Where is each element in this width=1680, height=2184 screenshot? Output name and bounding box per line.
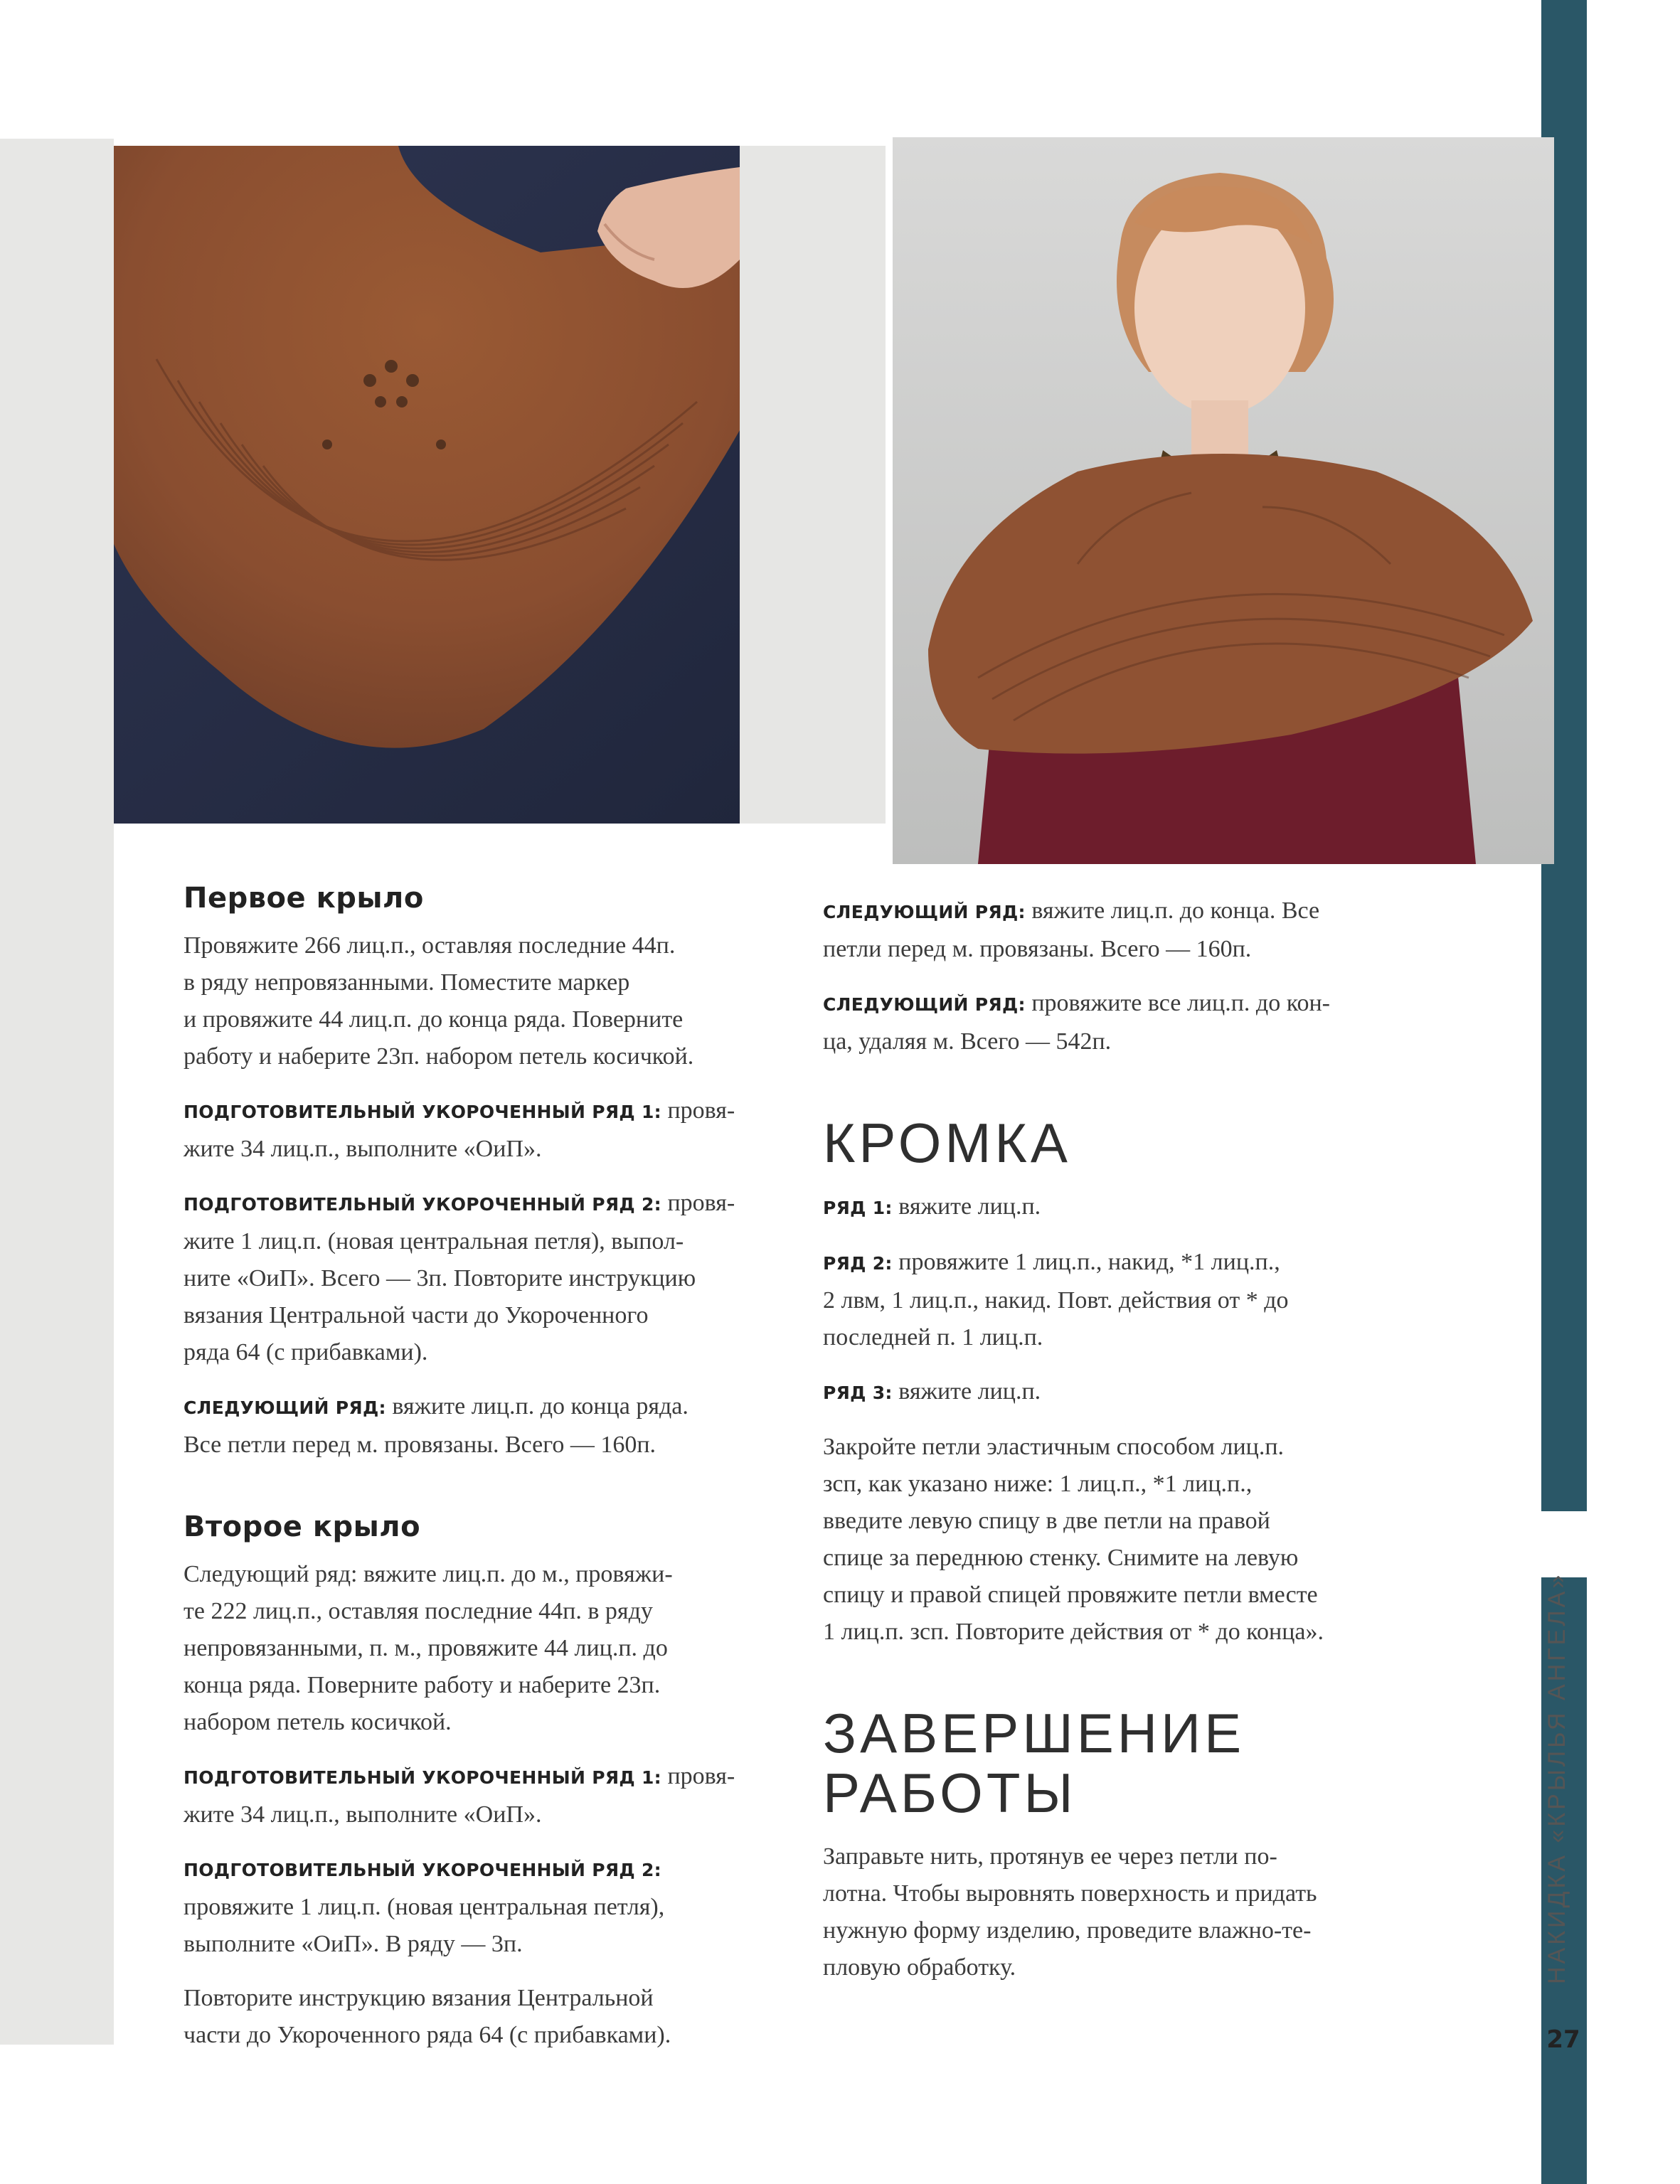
text-line: жите 34 лиц.п., выполните «ОиП». [184, 1136, 542, 1162]
text-line: Следующий ряд: вяжите лиц.п. до м., провяжи- [184, 1561, 673, 1587]
text-line: в ряду непровязанными. Поместите маркер [184, 969, 630, 996]
text-line: Закройте петли эластичным способом лиц.п. [823, 1434, 1285, 1460]
heading-edge: КРОМКА [823, 1112, 1071, 1174]
text-line: вяжите лиц.п. [892, 1193, 1041, 1220]
text-line: непровязанными, п. м., провяжите 44 лиц.п. до [184, 1635, 668, 1661]
second-wing-short-row-1 [184, 1758, 774, 1833]
text-line: 1 лиц.п. зсп. Повторите действия от * до конца». [823, 1619, 1324, 1645]
heading-finishing [823, 1703, 1413, 1823]
row-label: ПОДГОТОВИТЕЛЬНЫЙ УКОРОЧЕННЫЙ РЯД 2: [184, 1194, 661, 1215]
text-line: ните «ОиП». Всего — 3п. Повторите инструкцию [184, 1265, 696, 1291]
text-line: спице за переднюю стенку. Снимите на левую [823, 1545, 1299, 1571]
text-line: лотна. Чтобы выровнять поверхность и придать [823, 1880, 1317, 1907]
row-label: СЛЕДУЮЩИЙ РЯД: [823, 902, 1026, 922]
row-label: РЯД 1: [823, 1198, 893, 1218]
edge-row-1 [823, 1188, 1413, 1227]
text-line: части до Укороченного ряда 64 (с прибавками). [184, 2022, 671, 2048]
row-label: РЯД 2: [823, 1253, 893, 1274]
photo-shawl-back-illustration [114, 146, 886, 824]
row-label: ПОДГОТОВИТЕЛЬНЫЙ УКОРОЧЕННЫЙ РЯД 1: [184, 1102, 661, 1122]
row-label: ПОДГОТОВИТЕЛЬНЫЙ УКОРОЧЕННЫЙ РЯД 1: [184, 1767, 661, 1788]
first-wing-short-row-2 [184, 1185, 774, 1371]
edge-row-2 [823, 1244, 1413, 1356]
column-right [823, 893, 1413, 2003]
text-line: ца, удаляя м. Всего — 542п. [823, 1028, 1112, 1055]
text-line: те 222 лиц.п., оставляя последние 44п. в ряду [184, 1598, 653, 1624]
second-wing-intro [184, 1556, 774, 1741]
text-line: провя- [661, 1763, 735, 1789]
text-line: вязания Центральной части до Укороченного [184, 1302, 649, 1328]
text-line: провяжите все лиц.п. до кон- [1025, 990, 1330, 1016]
text-line: зсп, как указано ниже: 1 лиц.п., *1 лиц.п., [823, 1471, 1253, 1497]
text-line: провяжите 1 лиц.п. (новая центральная петля), [184, 1894, 665, 1920]
column-left [184, 882, 774, 2071]
row-label: СЛЕДУЮЩИЙ РЯД: [184, 1397, 386, 1418]
text-line: жите 34 лиц.п., выполните «ОиП». [184, 1801, 542, 1828]
row-label: РЯД 3: [823, 1383, 893, 1403]
finishing-body [823, 1838, 1413, 1986]
heading-line: ЗАВЕРШЕНИЕ [823, 1702, 1245, 1764]
first-wing-short-row-1 [184, 1092, 774, 1168]
first-wing-next-row [184, 1388, 774, 1464]
photo-shawl-back-view [114, 146, 886, 824]
second-wing-short-row-2 [184, 1850, 774, 1963]
text-line: Заправьте нить, протянув ее через петли по- [823, 1843, 1277, 1870]
text-line: выполните «ОиП». В ряду — 3п. [184, 1931, 523, 1957]
photo-model-illustration [893, 137, 1554, 864]
side-gray-panel [0, 139, 114, 2045]
text-line: введите левую спицу в две петли на правой [823, 1508, 1270, 1534]
text-line: конца ряда. Поверните работу и наберите 23п. [184, 1672, 661, 1698]
text-line: жите 1 лиц.п. (новая центральная петля), выпол- [184, 1228, 684, 1255]
right-next-row-b [823, 985, 1413, 1060]
running-title-vertical [1543, 1941, 1551, 1984]
text-line: нужную форму изделию, проведите влажно-те- [823, 1917, 1312, 1944]
text-line: Провяжите 266 лиц.п., оставляя последние 44п. [184, 932, 676, 959]
text-line: провя- [661, 1097, 735, 1124]
row-label: ПОДГОТОВИТЕЛЬНЫЙ УКОРОЧЕННЫЙ РЯД 2: [184, 1860, 661, 1880]
text-line: ряда 64 (с прибавками). [184, 1339, 428, 1365]
heading-line: РАБОТЫ [823, 1762, 1077, 1824]
text-line: вяжите лиц.п. [892, 1378, 1041, 1405]
text-line: набором петель косичкой. [184, 1709, 452, 1735]
first-wing-intro [184, 927, 774, 1075]
text-line: последней п. 1 лиц.п. [823, 1324, 1043, 1351]
photo-model-wearing-shawl [893, 137, 1554, 864]
second-wing-repeat [184, 1980, 774, 2054]
text-line: пловую обработку. [823, 1954, 1016, 1981]
text-line: 2 лвм, 1 лиц.п., накид. Повт. действия от * до [823, 1287, 1289, 1314]
text-line: вяжите лиц.п. до конца. Все [1025, 897, 1320, 924]
text-line: спицу и правой спицей провяжите петли вместе [823, 1582, 1318, 1608]
right-next-row-a [823, 893, 1413, 968]
text-line: провя- [661, 1190, 735, 1216]
heading-second-wing: Второе крыло [184, 1511, 421, 1543]
text-line: петли перед м. провязаны. Всего — 160п. [823, 936, 1252, 962]
edge-row-3 [823, 1373, 1413, 1412]
accent-bar-middle [1541, 871, 1587, 1511]
page-number: 27 [1546, 2025, 1580, 2054]
text-line: вяжите лиц.п. до конца ряда. [386, 1393, 689, 1419]
text-line: Повторите инструкцию вязания Центральной [184, 1985, 654, 2011]
text-line: провяжите 1 лиц.п., накид, *1 лиц.п., [892, 1249, 1280, 1275]
row-label: СЛЕДУЮЩИЙ РЯД: [823, 994, 1026, 1015]
text-line: и провяжите 44 лиц.п. до конца ряда. Поверните [184, 1006, 684, 1033]
heading-first-wing: Первое крыло [184, 882, 424, 915]
text-line: Все петли перед м. провязаны. Всего — 160п. [184, 1432, 656, 1458]
text-line: работу и наберите 23п. набором петель косичкой. [184, 1043, 694, 1070]
edge-bindoff [823, 1429, 1413, 1651]
